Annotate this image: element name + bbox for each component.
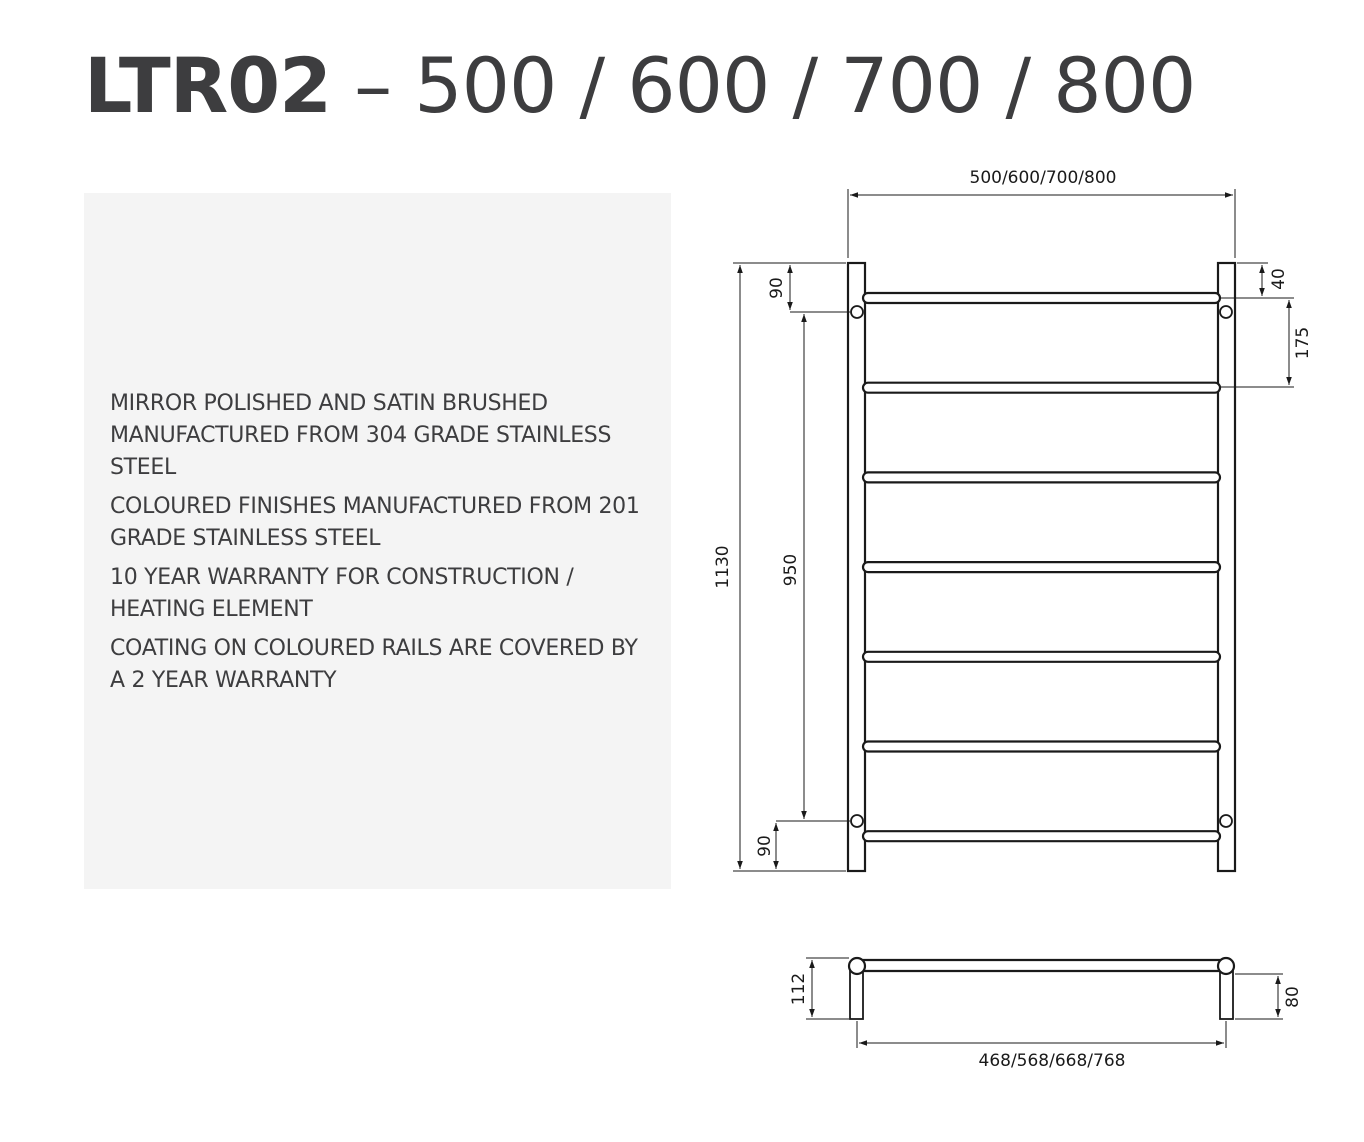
side-bar — [857, 960, 1226, 971]
right-upright-end-icon — [1218, 958, 1234, 974]
towel-rail — [863, 293, 1220, 303]
towel-rail — [863, 652, 1220, 662]
front-view — [848, 263, 1235, 871]
bottom-mount-label: 90 — [755, 835, 775, 857]
towel-rail — [863, 562, 1220, 572]
spec-item: COATING ON COLOURED RAILS ARE COVERED BY A 2 YEAR WARRANTY — [110, 636, 638, 693]
towel-rail — [863, 742, 1220, 752]
width-label: 500/600/700/800 — [969, 168, 1117, 188]
standoff-dimension — [1235, 974, 1283, 1019]
left-upright-end-icon — [849, 958, 865, 974]
model-name: LTR02 — [84, 41, 331, 130]
width-dimension — [848, 189, 1235, 258]
spec-item: 10 YEAR WARRANTY FOR CONSTRUCTION / HEATING ELEMENT — [110, 565, 574, 622]
mount-bracket-icon — [1220, 306, 1232, 318]
mount-bracket-icon — [1220, 815, 1232, 827]
towel-rail — [863, 831, 1220, 841]
model-sizes: – 500 / 600 / 700 / 800 — [330, 41, 1196, 130]
mount-bracket-icon — [851, 815, 863, 827]
spec-item: MIRROR POLISHED AND SATIN BRUSHED MANUFACTURED FROM 304 GRADE STAINLESS STEEL — [110, 391, 612, 480]
side-view — [849, 958, 1234, 1019]
depth-label: 112 — [789, 972, 809, 1006]
standoff-label: 80 — [1283, 986, 1303, 1008]
towel-rail — [863, 472, 1220, 482]
rails — [863, 293, 1220, 841]
mount-span-label: 950 — [781, 553, 801, 587]
top-rail-offset-dimension — [1220, 263, 1268, 298]
towel-rail — [863, 383, 1220, 393]
top-rail-offset-label: 40 — [1269, 268, 1289, 290]
top-mount-label: 90 — [767, 277, 787, 299]
rail-pitch-label: 175 — [1293, 326, 1313, 360]
depth-dimension — [806, 958, 849, 1019]
mount-bracket-icon — [851, 306, 863, 318]
height-label: 1130 — [713, 545, 733, 589]
spec-item: COLOURED FINISHES MANUFACTURED FROM 201 GRADE STAINLESS STEEL — [110, 494, 640, 551]
mount-width-label: 468/568/668/768 — [978, 1051, 1126, 1071]
mount-width-dimension — [857, 1021, 1226, 1048]
